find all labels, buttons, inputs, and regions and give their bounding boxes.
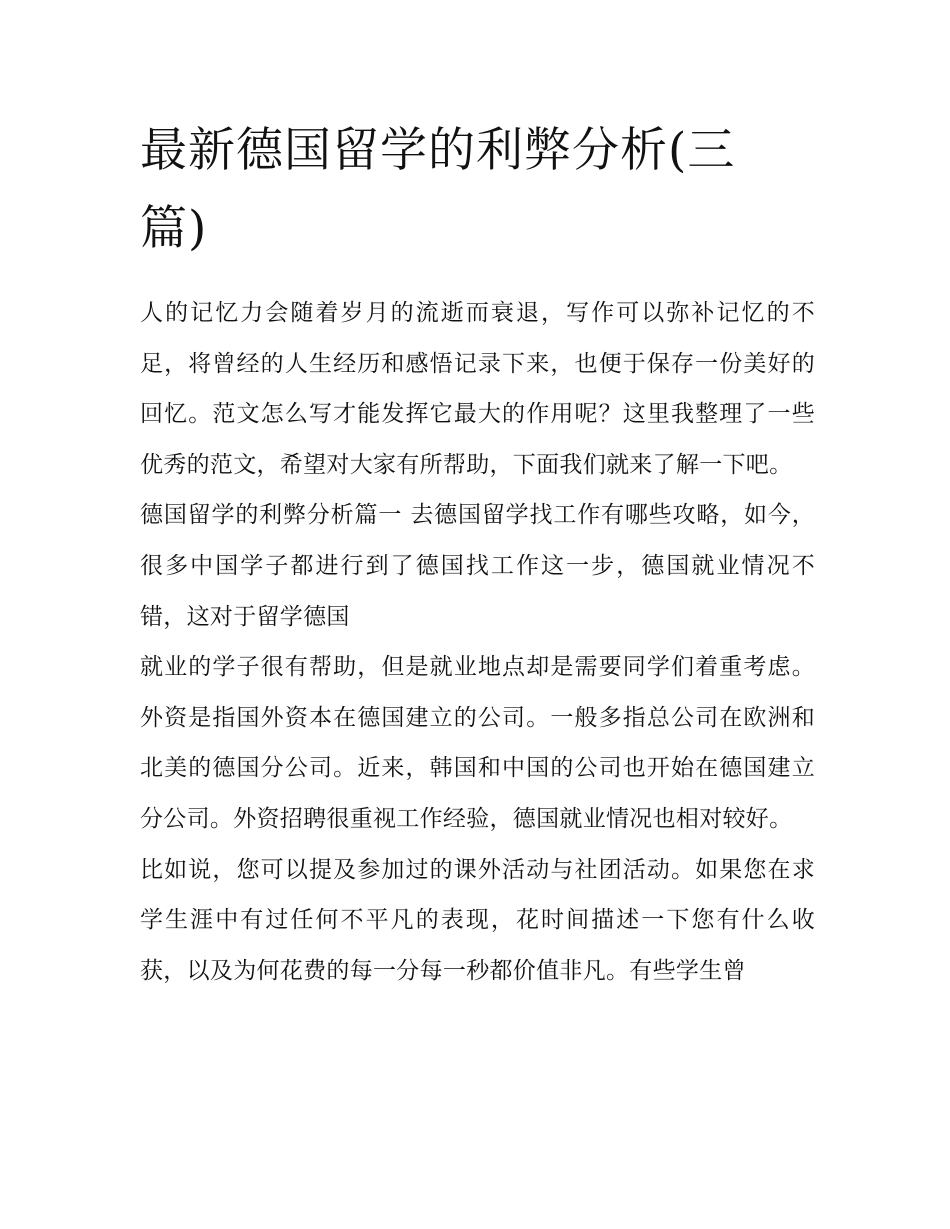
- paragraph-activities: 比如说，您可以提及参加过的课外活动与社团活动。如果您在求学生涯中有过任何不平凡的表现，花时间描述一下您有什么收获，以及为何花费的每一分每一秒都价值非凡。有些学生曾: [140, 856, 815, 984]
- document-page: [140, 112, 815, 996]
- document-title: 最新德国留学的利弊分析(三篇): [140, 123, 736, 256]
- paragraph-employment: 就业的学子很有帮助，但是就业地点却是需要同学们着重考虑。外资是指国外资本在德国建立的公司。一般多指总公司在欧洲和北美的德国分公司。近来，韩国和中国的公司也开始在德国建立分公司。外资招聘很重视工作经验，德国就业情况也相对较好。: [140, 654, 815, 832]
- paragraph-intro: 人的记忆力会随着岁月的流逝而衰退，写作可以弥补记忆的不足，将曾经的人生经历和感悟记录下来，也便于保存一份美好的回忆。范文怎么写才能发挥它最大的作用呢？这里我整理了一些优秀的范文，希望对大家有所帮助，下面我们就来了解一下吧。: [140, 300, 815, 478]
- paragraph-article-one: 德国留学的利弊分析篇一 去德国留学找工作有哪些攻略，如今，很多中国学子都进行到了德国找工作这一步，德国就业情况不错，这对于留学德国: [140, 502, 815, 630]
